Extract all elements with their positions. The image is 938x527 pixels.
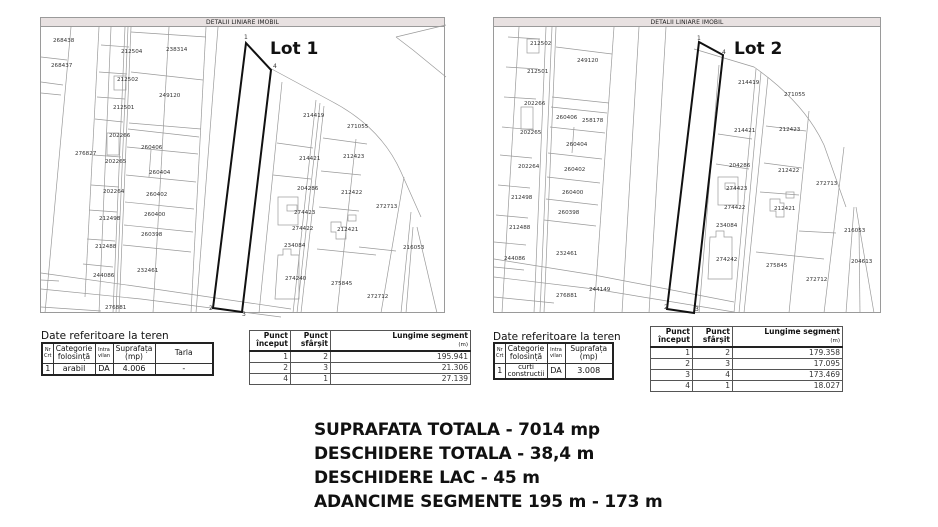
parcel-id-label: 276881 — [105, 305, 127, 311]
summary-total-frontage: DESCHIDERE TOTALA - 38,4 m — [314, 444, 595, 464]
col-punct-inceput: Punct început — [250, 331, 291, 351]
lot1-point-1: 1 — [244, 34, 248, 41]
parcel-id-label: 276827 — [75, 151, 97, 157]
summary-lake-frontage: DESCHIDERE LAC - 45 m — [314, 468, 540, 488]
table-row: 4 1 18.027 — [651, 380, 843, 391]
lot1-panel-title: DETALII LINIARE IMOBIL — [41, 18, 444, 27]
parcel-id-label: 238314 — [166, 47, 188, 53]
parcel-id-label: 212421 — [774, 206, 796, 212]
parcel-id-label: 212498 — [99, 216, 121, 222]
parcel-id-label: 204286 — [297, 186, 319, 192]
parcel-id-label: 212502 — [530, 41, 552, 47]
land-table-1-title: Date referitoare la teren — [41, 330, 169, 342]
lot2-point-4: 4 — [722, 49, 726, 56]
table-row — [494, 363, 613, 379]
parcel-id-label: 232461 — [556, 251, 578, 257]
table-row: 1 2 179.358 — [651, 347, 843, 359]
lot1-point-2: 2 — [209, 305, 213, 312]
parcel-id-label: 244086 — [93, 273, 115, 279]
col-tarla: Tarla — [155, 343, 213, 363]
lot2-point-2: 2 — [664, 304, 668, 311]
col-punct-inceput: Punct început — [651, 327, 693, 347]
cell-tarla: - — [155, 363, 213, 375]
parcel-id-label: 272712 — [367, 294, 389, 300]
col-nr-crt: Nr Crt — [42, 343, 53, 363]
parcel-id-label: 274423 — [294, 210, 316, 216]
parcel-id-label: 212488 — [95, 244, 117, 250]
parcel-id-label: 268437 — [51, 63, 73, 69]
parcel-id-label: 271055 — [347, 124, 369, 130]
land-table-2-title: Date referitoare la teren — [493, 331, 621, 343]
parcel-id-label: 212498 — [511, 195, 533, 201]
parcel-id-label: 204286 — [729, 163, 751, 169]
parcel-id-label: 276881 — [556, 293, 578, 299]
parcel-id-label: 214419 — [738, 80, 760, 86]
parcel-id-label: 260398 — [558, 210, 580, 216]
parcel-id-label: 274422 — [292, 226, 314, 232]
col-categorie: Categorie folosință — [53, 343, 95, 363]
parcel-id-label: 249120 — [577, 58, 599, 64]
lot2-parcel-labels — [504, 41, 873, 299]
parcel-id-label: 216053 — [844, 228, 866, 234]
table-row: 2 3 21.306 — [250, 362, 471, 373]
lot1-point-3: 3 — [242, 311, 246, 318]
cell-suprafata: 3.008 — [565, 363, 613, 379]
parcel-id-label: 244149 — [589, 287, 611, 293]
parcel-id-label: 216053 — [403, 245, 425, 251]
parcel-id-label: 271055 — [784, 92, 806, 98]
parcel-id-label: 275845 — [766, 263, 788, 269]
parcel-id-label: 272713 — [816, 181, 838, 187]
parcel-id-label: 212501 — [113, 105, 135, 111]
lot2-label: Lot 2 — [734, 39, 783, 59]
cell-suprafata: 4.006 — [113, 363, 155, 375]
parcel-id-label: 232461 — [137, 268, 159, 274]
parcel-id-label: 268438 — [53, 38, 75, 44]
parcel-id-label: 260402 — [146, 192, 168, 198]
summary-total-area: SUPRAFATA TOTALA - 7014 mp — [314, 420, 600, 440]
summary-block — [314, 418, 663, 514]
cell-nr: 1 — [42, 363, 53, 375]
parcel-id-label: 202264 — [518, 164, 540, 170]
cell-intravilan: DA — [95, 363, 113, 375]
col-punct-sfarsit: Punct sfârșit — [291, 331, 331, 351]
parcel-id-label: 274423 — [726, 186, 748, 192]
parcel-id-label: 274422 — [724, 205, 746, 211]
parcel-id-label: 212423 — [343, 154, 365, 160]
parcel-id-label: 260404 — [566, 142, 588, 148]
parcel-id-label: 260398 — [141, 232, 163, 238]
parcel-id-label: 202265 — [105, 159, 127, 165]
lot1-parcel-labels — [51, 38, 425, 311]
lot1-map-panel — [40, 17, 445, 318]
parcel-id-label: 274242 — [716, 257, 738, 263]
parcel-id-label: 212504 — [121, 49, 143, 55]
parcel-id-label: 212502 — [117, 77, 139, 83]
segment-table-2 — [650, 326, 843, 392]
parcel-id-label: 202266 — [524, 101, 546, 107]
lot1-point-4: 4 — [273, 63, 277, 70]
table-row: 3 4 173.469 — [651, 369, 843, 380]
col-lungime: Lungime segment (m) — [733, 327, 843, 347]
table-row: 2 3 17.095 — [651, 358, 843, 369]
parcel-id-label: 212422 — [341, 190, 363, 196]
land-table-1 — [41, 342, 214, 376]
lot2-panel-title: DETALII LINIARE IMOBIL — [494, 18, 880, 27]
parcel-id-label: 260400 — [562, 190, 584, 196]
lot2-point-3: 3 — [695, 306, 699, 313]
parcel-id-label: 212423 — [779, 127, 801, 133]
col-lungime: Lungime segment (m) — [331, 331, 471, 351]
summary-segment-depth: ADANCIME SEGMENTE 195 m - 173 m — [314, 492, 663, 512]
parcel-id-label: 234084 — [716, 223, 738, 229]
lot1-cadastral-map — [41, 27, 446, 318]
parcel-id-label: 212501 — [527, 69, 549, 75]
parcel-id-label: 258178 — [582, 118, 604, 124]
parcel-id-label: 214421 — [734, 128, 756, 134]
parcel-id-label: 260402 — [564, 167, 586, 173]
parcel-id-label: 244086 — [504, 256, 526, 262]
parcel-id-label: 272713 — [376, 204, 398, 210]
parcel-id-label: 275845 — [331, 281, 353, 287]
parcel-id-label: 249120 — [159, 93, 181, 99]
parcel-id-label: 202264 — [103, 189, 125, 195]
col-intravilan: Intra vilan — [547, 343, 565, 363]
lot2-cadastral-map — [494, 27, 882, 313]
parcel-id-label: 260406 — [141, 145, 163, 151]
parcel-id-label: 202265 — [520, 130, 542, 136]
parcel-id-label: 204613 — [851, 259, 873, 265]
cell-categorie: arabil — [53, 363, 95, 375]
lot2-boundary — [667, 42, 723, 313]
col-categorie: Categorie folosință — [505, 343, 547, 363]
lot1-boundary — [213, 43, 271, 312]
table-row — [42, 363, 213, 375]
col-intravilan: Intra vilan — [95, 343, 113, 363]
table-row: 1 2 195.941 — [250, 351, 471, 363]
cell-categorie: curti constructii — [505, 363, 547, 379]
parcel-id-label: 260406 — [556, 115, 578, 121]
parcel-id-label: 272712 — [806, 277, 828, 283]
parcel-id-label: 214419 — [303, 113, 325, 119]
cell-intravilan: DA — [547, 363, 565, 379]
col-suprafata: Suprafața (mp) — [565, 343, 613, 363]
parcel-id-label: 212421 — [337, 227, 359, 233]
parcel-id-label: 212422 — [778, 168, 800, 174]
col-punct-sfarsit: Punct sfârșit — [693, 327, 733, 347]
parcel-id-label: 234084 — [284, 243, 306, 249]
lot2-map-panel — [493, 17, 881, 313]
parcel-id-label: 274240 — [285, 276, 307, 282]
col-suprafata: Suprafața (mp) — [113, 343, 155, 363]
lot1-label: Lot 1 — [270, 39, 319, 59]
cell-nr: 1 — [494, 363, 505, 379]
land-table-2 — [493, 342, 614, 380]
parcel-id-label: 202266 — [109, 133, 131, 139]
col-nr-crt: Nr Crt — [494, 343, 505, 363]
parcel-id-label: 214421 — [299, 156, 321, 162]
table-row: 4 1 27.139 — [250, 373, 471, 384]
parcel-id-label: 260400 — [144, 212, 166, 218]
lot2-point-1: 1 — [697, 35, 701, 42]
segment-table-1 — [249, 330, 471, 385]
parcel-id-label: 212488 — [509, 225, 531, 231]
parcel-id-label: 260404 — [149, 170, 171, 176]
